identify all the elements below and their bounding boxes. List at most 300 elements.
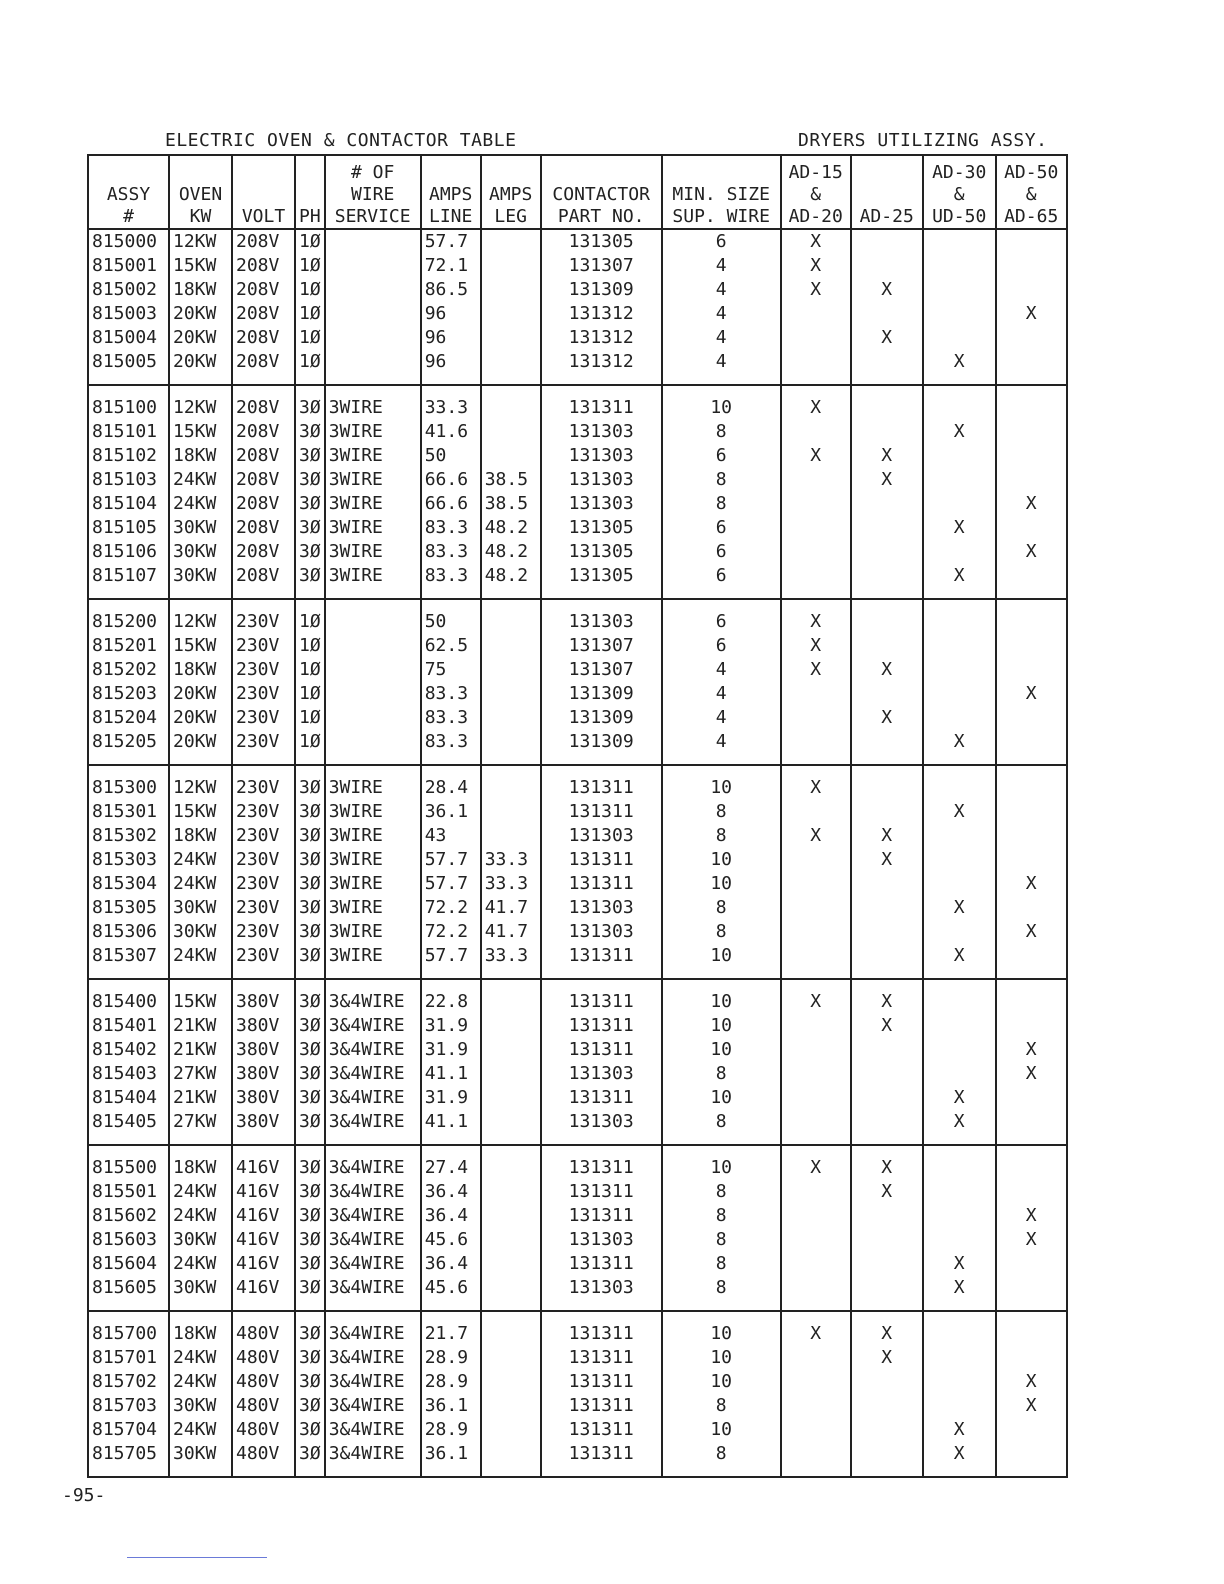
table-cell: 131303	[541, 1062, 662, 1086]
table-cell: 230V	[232, 634, 295, 658]
table-cell	[325, 730, 421, 754]
table-cell: 21KW	[169, 1014, 232, 1038]
table-cell: 3Ø	[295, 1346, 325, 1370]
table-cell: 72.2	[421, 896, 481, 920]
table-cell	[851, 254, 923, 278]
table-row	[88, 516, 1067, 540]
table-cell: X	[996, 540, 1067, 564]
table-cell: 6	[662, 444, 781, 468]
table-cell: 480V	[232, 1442, 295, 1466]
table-cell	[781, 1442, 851, 1466]
table-cell: X	[923, 350, 996, 374]
column-header	[541, 155, 662, 229]
table-cell: 131311	[541, 872, 662, 896]
table-cell: 96	[421, 302, 481, 326]
table-cell: 208V	[232, 278, 295, 302]
table-cell: 815000	[88, 229, 169, 254]
table-cell: 815004	[88, 326, 169, 350]
table-row	[88, 1228, 1067, 1252]
table-cell: 38.5	[481, 492, 541, 516]
table-row	[88, 848, 1067, 872]
table-cell	[481, 1394, 541, 1418]
table-cell: 1Ø	[295, 278, 325, 302]
table-cell: 3Ø	[295, 492, 325, 516]
table-cell	[923, 444, 996, 468]
table-cell: 8	[662, 1442, 781, 1466]
column-header	[169, 155, 232, 229]
table-cell: 8	[662, 420, 781, 444]
table-row	[88, 872, 1067, 896]
table-cell: 131311	[541, 396, 662, 420]
table-cell: 6	[662, 610, 781, 634]
table-cell: 131303	[541, 896, 662, 920]
table-cell: 22.8	[421, 990, 481, 1014]
table-cell: 41.7	[481, 896, 541, 920]
table-cell	[481, 1110, 541, 1134]
table-cell	[996, 1014, 1067, 1038]
table-cell: 6	[662, 516, 781, 540]
table-cell: 480V	[232, 1346, 295, 1370]
table-cell: 131307	[541, 658, 662, 682]
table-row	[88, 706, 1067, 730]
table-cell	[923, 1228, 996, 1252]
table-cell: X	[923, 1276, 996, 1300]
table-cell: 10	[662, 776, 781, 800]
table-cell: 416V	[232, 1276, 295, 1300]
header-line: AMPS	[489, 184, 533, 205]
table-cell	[781, 302, 851, 326]
table-cell: 3WIRE	[325, 776, 421, 800]
table-cell: 10	[662, 990, 781, 1014]
assembly-group	[88, 385, 1067, 599]
table-cell: 1Ø	[295, 682, 325, 706]
table-cell: X	[923, 800, 996, 824]
table-cell: 3&4WIRE	[325, 1014, 421, 1038]
table-cell: 3Ø	[295, 1322, 325, 1346]
table-cell: 30KW	[169, 540, 232, 564]
table-row	[88, 730, 1067, 754]
header-line: AD-30	[932, 162, 987, 183]
table-cell: 3Ø	[295, 800, 325, 824]
table-cell	[481, 1346, 541, 1370]
table-cell: 480V	[232, 1418, 295, 1442]
assembly-group	[88, 229, 1067, 385]
table-cell: 131311	[541, 1180, 662, 1204]
table-cell: 24KW	[169, 872, 232, 896]
header-line: LEG	[494, 206, 527, 227]
table-row	[88, 776, 1067, 800]
header-line: # OF	[351, 162, 395, 183]
table-cell: 815700	[88, 1322, 169, 1346]
table-cell	[481, 444, 541, 468]
table-cell: 208V	[232, 229, 295, 254]
table-row	[88, 1394, 1067, 1418]
table-cell	[923, 1014, 996, 1038]
table-cell: 131303	[541, 420, 662, 444]
table-cell: 24KW	[169, 1252, 232, 1276]
table-cell	[325, 229, 421, 254]
table-cell: 3Ø	[295, 396, 325, 420]
table-cell	[851, 610, 923, 634]
table-cell: 815101	[88, 420, 169, 444]
table-cell	[851, 1394, 923, 1418]
table-cell: 131311	[541, 1038, 662, 1062]
footer-rule	[127, 1557, 267, 1558]
table-cell: X	[996, 492, 1067, 516]
table-cell: X	[923, 564, 996, 588]
table-cell: 815304	[88, 872, 169, 896]
header-line: AD-15	[788, 162, 843, 183]
table-cell	[781, 1180, 851, 1204]
table-cell	[781, 800, 851, 824]
table-cell	[481, 730, 541, 754]
table-cell: 815104	[88, 492, 169, 516]
table-cell: 8	[662, 492, 781, 516]
table-cell: X	[781, 824, 851, 848]
table-cell	[996, 420, 1067, 444]
table-cell: 3WIRE	[325, 492, 421, 516]
table-cell	[996, 1110, 1067, 1134]
table-cell: 416V	[232, 1156, 295, 1180]
table-cell	[325, 302, 421, 326]
table-cell: 131303	[541, 444, 662, 468]
table-cell: 131311	[541, 1346, 662, 1370]
table-cell	[481, 706, 541, 730]
table-cell: 18KW	[169, 278, 232, 302]
table-cell: 1Ø	[295, 350, 325, 374]
table-cell: 3&4WIRE	[325, 1204, 421, 1228]
table-cell: 3&4WIRE	[325, 1442, 421, 1466]
table-cell: 815405	[88, 1110, 169, 1134]
table-cell: X	[781, 610, 851, 634]
table-row	[88, 420, 1067, 444]
table-cell	[481, 229, 541, 254]
table-cell: 8	[662, 896, 781, 920]
table-cell: 3WIRE	[325, 516, 421, 540]
table-cell: 208V	[232, 254, 295, 278]
table-cell: 3&4WIRE	[325, 1418, 421, 1442]
table-cell: 1Ø	[295, 254, 325, 278]
table-cell: 83.3	[421, 682, 481, 706]
table-cell: 10	[662, 1322, 781, 1346]
table-cell	[781, 1276, 851, 1300]
table-cell: X	[781, 396, 851, 420]
table-cell: 815107	[88, 564, 169, 588]
table-cell: 3&4WIRE	[325, 990, 421, 1014]
table-cell: 41.6	[421, 420, 481, 444]
table-cell: 3WIRE	[325, 824, 421, 848]
table-cell: 24KW	[169, 492, 232, 516]
table-cell	[481, 1204, 541, 1228]
table-cell	[851, 1086, 923, 1110]
table-cell: X	[851, 1346, 923, 1370]
table-cell	[923, 278, 996, 302]
table-cell	[923, 634, 996, 658]
table-cell	[481, 1418, 541, 1442]
table-cell: 208V	[232, 302, 295, 326]
table-cell	[996, 1156, 1067, 1180]
table-cell	[996, 1322, 1067, 1346]
table-cell: 24KW	[169, 1418, 232, 1442]
table-cell: 815003	[88, 302, 169, 326]
assembly-group	[88, 979, 1067, 1145]
table-cell: 480V	[232, 1370, 295, 1394]
table-cell: 815702	[88, 1370, 169, 1394]
table-cell: 12KW	[169, 229, 232, 254]
table-cell	[996, 468, 1067, 492]
table-cell	[851, 1370, 923, 1394]
table-title: ELECTRIC OVEN & CONTACTOR TABLE	[165, 130, 517, 151]
table-cell	[481, 610, 541, 634]
table-row	[88, 1038, 1067, 1062]
table-cell	[923, 1322, 996, 1346]
table-cell: 3Ø	[295, 1276, 325, 1300]
table-cell: 230V	[232, 682, 295, 706]
table-cell	[923, 1346, 996, 1370]
table-cell: X	[996, 872, 1067, 896]
table-cell: 83.3	[421, 540, 481, 564]
table-cell: 3&4WIRE	[325, 1394, 421, 1418]
table-cell	[851, 1276, 923, 1300]
oven-contactor-table	[87, 154, 1068, 1478]
table-cell: 3&4WIRE	[325, 1156, 421, 1180]
column-header	[923, 155, 996, 229]
table-cell	[481, 1086, 541, 1110]
table-cell: 208V	[232, 492, 295, 516]
table-cell	[781, 326, 851, 350]
table-cell	[851, 1418, 923, 1442]
table-cell: 18KW	[169, 658, 232, 682]
table-cell: 6	[662, 229, 781, 254]
table-cell	[851, 1062, 923, 1086]
assembly-group	[88, 765, 1067, 979]
table-row	[88, 1346, 1067, 1370]
table-cell: 10	[662, 1014, 781, 1038]
table-cell: X	[781, 990, 851, 1014]
table-cell: 50	[421, 444, 481, 468]
header-line: MIN. SIZE	[672, 184, 770, 205]
table-cell: 3Ø	[295, 776, 325, 800]
table-cell: 10	[662, 396, 781, 420]
table-row	[88, 1252, 1067, 1276]
table-cell: 15KW	[169, 990, 232, 1014]
table-cell	[996, 706, 1067, 730]
table-cell	[851, 1252, 923, 1276]
table-row	[88, 658, 1067, 682]
table-cell: 1Ø	[295, 706, 325, 730]
table-cell: 3Ø	[295, 872, 325, 896]
column-header	[232, 155, 295, 229]
table-cell: 815105	[88, 516, 169, 540]
table-cell: 230V	[232, 658, 295, 682]
table-cell: 131311	[541, 1370, 662, 1394]
table-row	[88, 1204, 1067, 1228]
table-cell: 6	[662, 634, 781, 658]
table-cell: 230V	[232, 776, 295, 800]
table-cell	[996, 848, 1067, 872]
table-cell	[781, 706, 851, 730]
table-cell: 208V	[232, 468, 295, 492]
table-cell	[996, 278, 1067, 302]
table-cell: 36.1	[421, 1442, 481, 1466]
table-cell	[325, 254, 421, 278]
table-cell: 28.9	[421, 1346, 481, 1370]
table-cell: 131303	[541, 1110, 662, 1134]
table-row	[88, 1062, 1067, 1086]
table-cell	[481, 350, 541, 374]
table-cell: 3&4WIRE	[325, 1370, 421, 1394]
table-cell: 3WIRE	[325, 848, 421, 872]
table-cell: 57.7	[421, 872, 481, 896]
table-cell	[923, 229, 996, 254]
table-cell	[325, 634, 421, 658]
table-cell: 416V	[232, 1204, 295, 1228]
table-cell: 33.3	[421, 396, 481, 420]
table-cell	[481, 396, 541, 420]
table-cell: X	[996, 1228, 1067, 1252]
table-cell	[481, 682, 541, 706]
table-cell	[781, 1110, 851, 1134]
table-cell	[996, 229, 1067, 254]
table-cell	[851, 872, 923, 896]
table-cell	[481, 800, 541, 824]
table-cell	[481, 634, 541, 658]
table-cell: 131311	[541, 800, 662, 824]
table-cell: 18KW	[169, 824, 232, 848]
table-cell: X	[781, 658, 851, 682]
table-cell	[923, 1394, 996, 1418]
table-cell: 3Ø	[295, 920, 325, 944]
table-cell: 24KW	[169, 1370, 232, 1394]
table-cell	[481, 776, 541, 800]
table-cell: 131309	[541, 730, 662, 754]
table-cell: X	[996, 1062, 1067, 1086]
table-cell: 86.5	[421, 278, 481, 302]
table-cell	[923, 920, 996, 944]
table-cell: 3&4WIRE	[325, 1346, 421, 1370]
table-cell: 8	[662, 824, 781, 848]
table-cell: 4	[662, 278, 781, 302]
header-line: SUP. WIRE	[672, 206, 770, 227]
table-cell: 12KW	[169, 396, 232, 420]
table-cell	[325, 278, 421, 302]
table-cell: 33.3	[481, 872, 541, 896]
table-cell: 230V	[232, 706, 295, 730]
column-header	[851, 155, 923, 229]
table-cell	[481, 1228, 541, 1252]
table-cell	[851, 564, 923, 588]
table-cell	[481, 824, 541, 848]
table-cell: 3&4WIRE	[325, 1062, 421, 1086]
table-cell: X	[851, 1322, 923, 1346]
table-cell: 6	[662, 540, 781, 564]
table-cell: X	[923, 1110, 996, 1134]
table-cell: 815204	[88, 706, 169, 730]
table-cell: 815202	[88, 658, 169, 682]
table-cell: 3Ø	[295, 1394, 325, 1418]
table-cell: 62.5	[421, 634, 481, 658]
table-cell	[923, 254, 996, 278]
header-line: OVEN	[178, 184, 223, 205]
table-cell: 815103	[88, 468, 169, 492]
table-cell: 15KW	[169, 634, 232, 658]
table-row	[88, 350, 1067, 374]
table-cell: 480V	[232, 1394, 295, 1418]
table-cell: X	[923, 1086, 996, 1110]
table-cell: X	[851, 848, 923, 872]
table-cell: 3Ø	[295, 1062, 325, 1086]
table-cell: X	[781, 278, 851, 302]
table-cell: 3Ø	[295, 848, 325, 872]
table-cell	[923, 682, 996, 706]
table-cell	[996, 1086, 1067, 1110]
table-cell: X	[996, 1370, 1067, 1394]
table-cell: 66.6	[421, 468, 481, 492]
table-cell: 416V	[232, 1228, 295, 1252]
table-row	[88, 492, 1067, 516]
table-cell: X	[781, 1322, 851, 1346]
table-cell	[851, 730, 923, 754]
table-cell: 230V	[232, 872, 295, 896]
table-cell: 15KW	[169, 800, 232, 824]
table-row	[88, 1110, 1067, 1134]
table-cell: 3Ø	[295, 420, 325, 444]
table-cell: 20KW	[169, 326, 232, 350]
table-cell: 3Ø	[295, 1038, 325, 1062]
table-cell: 57.7	[421, 848, 481, 872]
table-cell: 380V	[232, 1086, 295, 1110]
table-cell: 815201	[88, 634, 169, 658]
table-cell	[781, 1370, 851, 1394]
table-cell	[481, 1252, 541, 1276]
table-cell: 815500	[88, 1156, 169, 1180]
table-cell: X	[923, 1252, 996, 1276]
table-cell: 131311	[541, 990, 662, 1014]
header-line: WIRE	[351, 184, 395, 205]
table-cell: 3WIRE	[325, 896, 421, 920]
table-cell: 3Ø	[295, 896, 325, 920]
table-row	[88, 1156, 1067, 1180]
table-cell: 30KW	[169, 1442, 232, 1466]
table-cell: X	[781, 444, 851, 468]
table-cell	[481, 1180, 541, 1204]
table-cell: 8	[662, 1228, 781, 1252]
table-cell: 815106	[88, 540, 169, 564]
table-cell: 15KW	[169, 254, 232, 278]
table-cell: 4	[662, 706, 781, 730]
table-cell: 18KW	[169, 1156, 232, 1180]
table-cell: 815002	[88, 278, 169, 302]
table-cell: 416V	[232, 1180, 295, 1204]
table-cell: 230V	[232, 824, 295, 848]
table-cell: 815400	[88, 990, 169, 1014]
header-row	[88, 155, 1067, 229]
table-cell: 6	[662, 564, 781, 588]
table-cell: 815300	[88, 776, 169, 800]
table-cell: 8	[662, 1180, 781, 1204]
table-cell: 4	[662, 350, 781, 374]
table-cell: 230V	[232, 920, 295, 944]
table-cell: 3WIRE	[325, 944, 421, 968]
table-cell: 3Ø	[295, 516, 325, 540]
table-cell	[996, 564, 1067, 588]
table-cell	[481, 254, 541, 278]
table-cell	[481, 990, 541, 1014]
table-cell: 230V	[232, 730, 295, 754]
header-line: CONTACTOR	[552, 184, 650, 205]
table-cell: 131311	[541, 1394, 662, 1418]
dryers-heading: DRYERS UTILIZING ASSY.	[798, 130, 1048, 151]
